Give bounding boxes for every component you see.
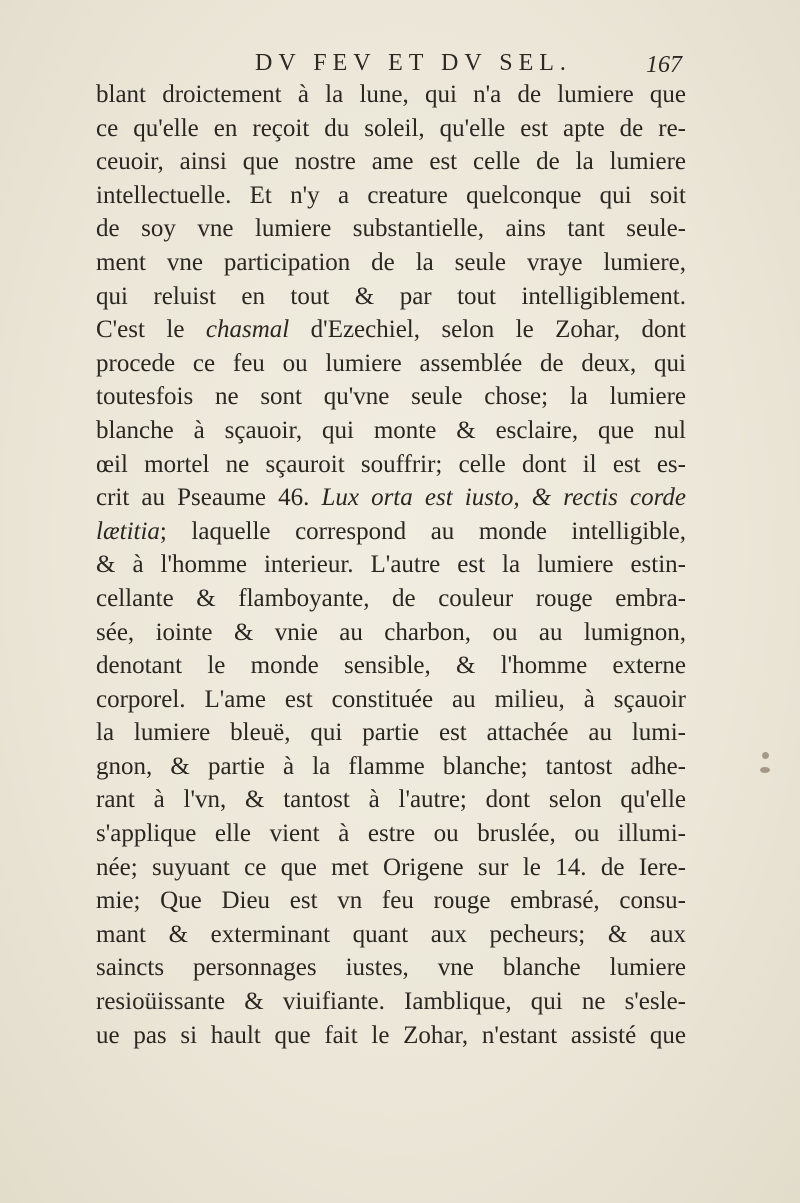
text-line: cellante & flamboyante, de couleur rouge embra- [96, 584, 686, 612]
page-number: 167 [646, 52, 682, 78]
text-line [96, 313, 686, 347]
text-line: procede ce feu ou lumiere assemblée de deux, qui [96, 349, 686, 377]
text-line: blant droictement à la lune, qui n'a de lumiere que [96, 81, 686, 108]
text-line: sée, iointe & vnie au charbon, ou au lumignon, [96, 618, 686, 646]
text-segment: crit au Pseaume 46. [96, 484, 322, 512]
text-line: de soy vne lumiere substantielle, ains tant seule- [96, 215, 686, 243]
text-line: ceuoir, ainsi que nostre ame est celle de la lumiere [96, 148, 686, 176]
text-line: mie; Que Dieu est vn feu rouge embrasé, consu- [96, 887, 686, 915]
text-line: resioüissante & viuifiante. Iamblique, qui ne s'esle- [96, 988, 686, 1016]
running-title: DV FEV ET DV SEL. [255, 50, 572, 76]
text-line: & à l'homme interieur. L'autre est la lumiere estin- [96, 551, 686, 579]
text-line: saincts personnages iustes, vne blanche lumiere [96, 954, 686, 982]
text-line: s'applique elle vient à estre ou bruslée, ou illumi- [96, 820, 686, 848]
text-segment: C'est le [96, 316, 206, 344]
text-line: ue pas si hault que fait le Zohar, n'estant assisté que [96, 1021, 686, 1049]
text-line: corporel. L'ame est constituée au milieu, à sçauoir [96, 685, 686, 713]
ink-stain [762, 752, 769, 759]
latin-quotation: Lux orta est iusto, & rectis corde [321, 484, 686, 512]
italic-term: chasmal [205, 316, 290, 344]
text-line: œil mortel ne sçauroit souffrir; celle dont il est es- [96, 450, 686, 478]
text-line: toutesfois ne sont qu'vne seule chose; la lumiere [96, 383, 686, 411]
text-line: gnon, & partie à la flamme blanche; tantost adhe- [96, 752, 686, 780]
text-line: la lumiere bleuë, qui partie est attachée au lumi- [96, 719, 686, 747]
text-line: rant à l'vn, & tantost à l'autre; dont selon qu'elle [96, 786, 686, 814]
ink-stain [760, 767, 770, 773]
text-line: ce qu'elle en reçoit du soleil, qu'elle est apte de re- [96, 114, 686, 142]
text-line: née; suyuant ce que met Origene sur le 14. de Iere- [96, 853, 686, 881]
text-line: intellectuelle. Et n'y a creature quelconque qui soit [96, 181, 686, 209]
latin-quotation: lætitia [96, 517, 160, 545]
text-line: qui reluist en tout & par tout intelligiblement. [96, 282, 686, 310]
text-segment: ; laquelle correspond au monde intelligible, [159, 517, 686, 545]
text-line: denotant le monde sensible, & l'homme externe [96, 652, 686, 680]
body-text [96, 78, 686, 1052]
text-line: ment vne participation de la seule vraye lumiere, [96, 248, 686, 276]
text-segment: d'Ezechiel, selon le Zohar, dont [289, 316, 686, 344]
text-line: mant & exterminant quant aux pecheurs; & aux [96, 920, 686, 948]
text-line [96, 515, 686, 549]
text-line [96, 481, 686, 515]
text-line: blanche à sçauoir, qui monte & esclaire, que nul [96, 416, 686, 444]
